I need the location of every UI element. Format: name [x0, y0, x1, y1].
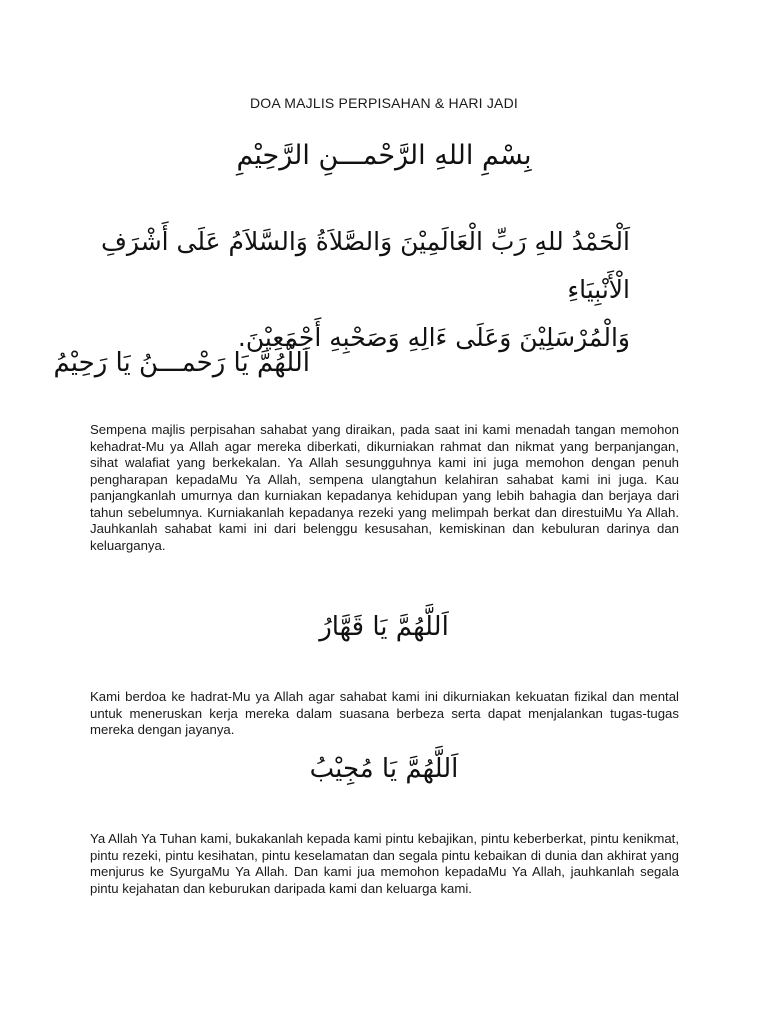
basmala-arabic: بِسْمِ اللهِ الرَّحْمـــنِ الرَّحِيْمِ: [236, 140, 532, 171]
hamdalah-line-2: وَالْمُرْسَلِيْنَ وَعَلَى ءَالِهِ وَصَحْبِهِ أَجْمَعِيْنَ.: [237, 323, 630, 352]
prayer-paragraph-1: Sempena majlis perpisahan sahabat yang diraikan, pada saat ini kami menadah tangan memohon kehadrat-Mu ya Allah agar mereka diberkati, dikurniakan rahmat dan nikmat yang berpanjangan, sihat walafiat yang berkekalan. Ya Allah sesungguhnya kami ini juga memohon dengan penuh pengharapan kepadaMu Ya Allah, sempena ulangtahun kelahiran sahabat kami ini juga. Kau panjangkanlah umurnya dan kurniakan kepadanya kehidupan yang lebih bahagia dan berjaya dari tahun sebelumnya. Kurniakanlah kepadanya rezeki yang melimpah berkat dan direstuiMu Ya Allah. Jauhkanlah sahabat kami ini dari belenggu kesusahan, kemiskinan dan kebuluran darinya dan keluarganya.: [90, 422, 679, 553]
invocation-ya-qahhar: اَللَّهُمَّ يَا قَهَّارُ: [319, 612, 449, 642]
document-title: DOA MAJLIS PERPISAHAN & HARI JADI: [250, 95, 518, 111]
prayer-paragraph-3: Ya Allah Ya Tuhan kami, bukakanlah kepada kami pintu kebajikan, pintu keberberkat, pintu kenikmat, pintu rezeki, pintu kesihatan, pintu keselamatan dan segala pintu kebaikan di dunia dan akhirat yang menjurus ke SyurgaMu Ya Allah. Dan kami jua memohon kepadaMu Ya Allah, jauhkanlah segala pintu kejahatan dan keburukan daripada kami dan keluarga kami.: [90, 831, 679, 896]
invocation-ya-mujib: اَللَّهُمَّ يَا مُجِيْبُ: [309, 754, 459, 784]
hamdalah-arabic: [90, 218, 630, 362]
invocation-ya-rahman: اَللَّهُمَّ يَا رَحْمـــنُ يَا رَحِيْمُ: [53, 348, 310, 378]
prayer-paragraph-2: Kami berdoa ke hadrat-Mu ya Allah agar sahabat kami ini dikurniakan kekuatan fizikal dan mental untuk meneruskan kerja mereka dalam suasana berbeza serta dapat menjalankan tugas-tugas mereka dengan jayanya.: [90, 689, 679, 737]
hamdalah-line-1: اَلْحَمْدُ للهِ رَبِّ الْعَالَمِيْنَ وَالصَّلاَةُ وَالسَّلاَمُ عَلَى أَشْرَفِ الْأَنْبِيَاءِ: [101, 227, 630, 304]
